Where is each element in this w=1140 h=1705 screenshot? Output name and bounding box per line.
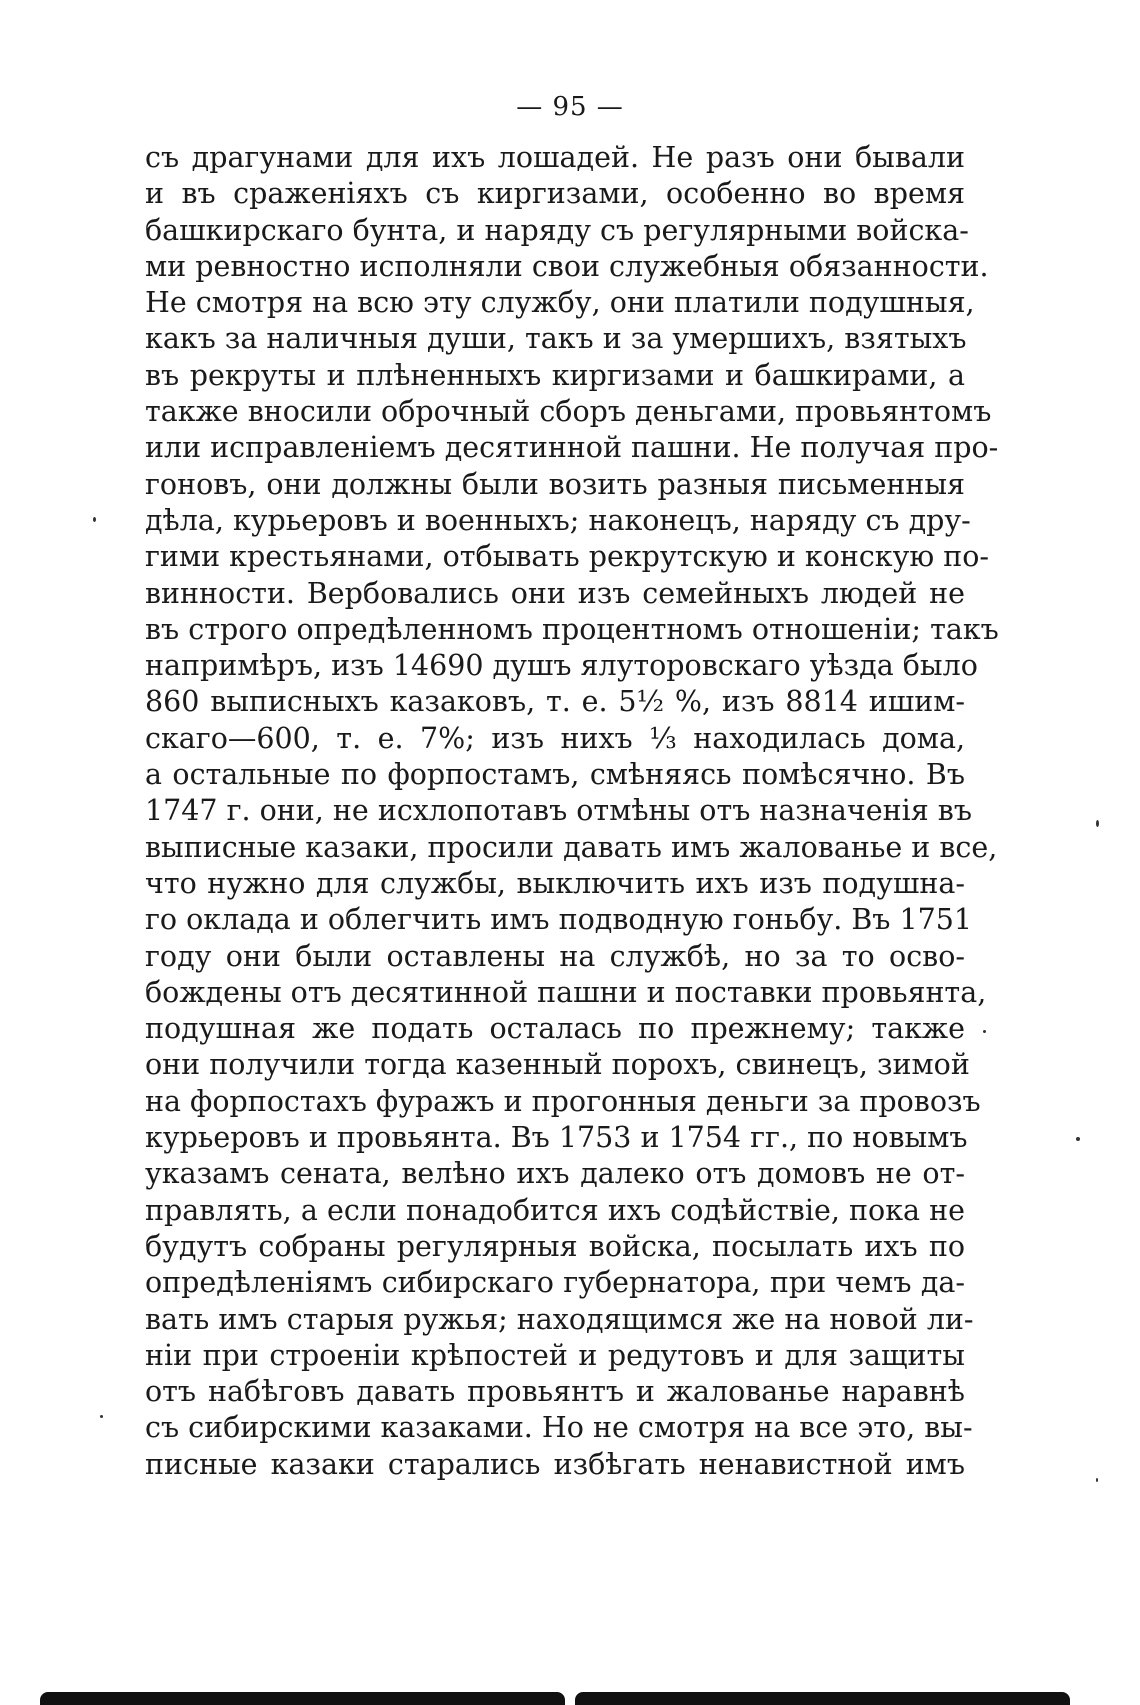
text-line: а остальные по форпостамъ, смѣняясь помѣсячно. Въ xyxy=(145,758,965,792)
text-line: бождены отъ десятинной пашни и поставки провьянта, xyxy=(145,975,987,1009)
scan-speck xyxy=(1076,1137,1080,1141)
text-line: также вносили оброчный сборъ деньгами, провьянтомъ xyxy=(145,395,992,429)
text-line: писные казаки старались избѣгать ненавистной имъ xyxy=(145,1447,965,1481)
scan-speck xyxy=(983,1030,986,1033)
scan-speck xyxy=(100,1415,103,1418)
text-line: гоновъ, они должны были возить разныя письменныя xyxy=(145,467,965,501)
text-line: или исправленіемъ десятинной пашни. Не получая про- xyxy=(145,431,999,465)
text-line: будутъ собраны регулярныя войска, посылать ихъ по xyxy=(145,1229,965,1263)
text-line: Не смотря на всю эту службу, они платили подушныя, xyxy=(145,286,975,320)
text-line: вать имъ старыя ружья; находящимся же на новой ли- xyxy=(145,1302,974,1336)
text-line: 860 выписныхъ казаковъ, т. е. 5½ %, изъ 8814 ишим- xyxy=(145,685,965,719)
text-line: ми ревностно исполняли свои служебныя обязанности. xyxy=(145,249,989,283)
text-line: напримѣръ, изъ 14690 душъ ялуторовскаго уѣзда было xyxy=(145,649,978,683)
text-line: что нужно для службы, выключить ихъ изъ подушна- xyxy=(145,866,965,900)
text-line: курьеровъ и провьянта. Въ 1753 и 1754 гг., по новымъ xyxy=(145,1121,968,1155)
text-line: опредѣленіямъ сибирскаго губернатора, при чемъ да- xyxy=(145,1266,965,1300)
scan-edge-bar xyxy=(40,1692,565,1705)
text-line: отъ набѣговъ давать провьянтъ и жалованье наравнѣ xyxy=(145,1375,965,1409)
text-line: и въ сраженіяхъ съ киргизами, особенно во время xyxy=(145,177,965,211)
text-line: го оклада и облегчить имъ подводную гоньбу. Въ 1751 xyxy=(145,903,973,937)
text-line: дѣла, курьеровъ и военныхъ; наконецъ, наряду съ дру- xyxy=(145,503,971,537)
scan-speck xyxy=(93,517,96,522)
text-line: году они были оставлены на службѣ, но за то осво- xyxy=(145,939,965,973)
page-number: — 95 — xyxy=(516,92,624,122)
text-line: ніи при строеніи крѣпостей и редутовъ и для защиты xyxy=(145,1338,965,1372)
page-text xyxy=(145,140,999,1483)
text-line: гими крестьянами, отбывать рекрутскую и конскую по- xyxy=(145,540,990,574)
text-line: съ драгунами для ихъ лошадей. Не разъ они бывали xyxy=(145,141,965,174)
text-line: 1747 г. они, не исхлопотавъ отмѣны отъ назначенія въ xyxy=(145,794,972,828)
text-line: башкирскаго бунта, и наряду съ регулярными войска- xyxy=(145,213,969,247)
text-line: какъ за наличныя души, такъ и за умершихъ, взятыхъ xyxy=(145,322,967,356)
text-line: подушная же подать осталась по прежнему; также xyxy=(145,1012,965,1046)
text-line: въ строго опредѣленномъ процентномъ отношеніи; такъ xyxy=(145,612,999,646)
text-line: правлять, а если понадобится ихъ содѣйствіе, пока не xyxy=(145,1193,965,1227)
text-line: въ рекруты и плѣненныхъ киргизами и башкирами, а xyxy=(145,358,965,392)
scan-speck xyxy=(1096,820,1099,827)
text-line: указамъ сената, велѣно ихъ далеко отъ домовъ не от- xyxy=(145,1157,965,1191)
text-line: съ сибирскими казаками. Но не смотря на все это, вы- xyxy=(145,1411,973,1445)
text-line: они получили тогда казенный порохъ, свинецъ, зимой xyxy=(145,1048,970,1082)
scan-edge-bar xyxy=(575,1692,1070,1705)
text-line: выписные казаки, просили давать имъ жалованье и все, xyxy=(145,830,998,864)
text-line: винности. Вербовались они изъ семейныхъ людей не xyxy=(145,576,965,610)
text-line: на форпостахъ фуражъ и прогонныя деньги за провозъ xyxy=(145,1084,981,1118)
text-line: скаго—600, т. е. 7%; изъ нихъ ⅓ находилась дома, xyxy=(145,721,965,755)
scan-speck xyxy=(1096,1478,1098,1482)
